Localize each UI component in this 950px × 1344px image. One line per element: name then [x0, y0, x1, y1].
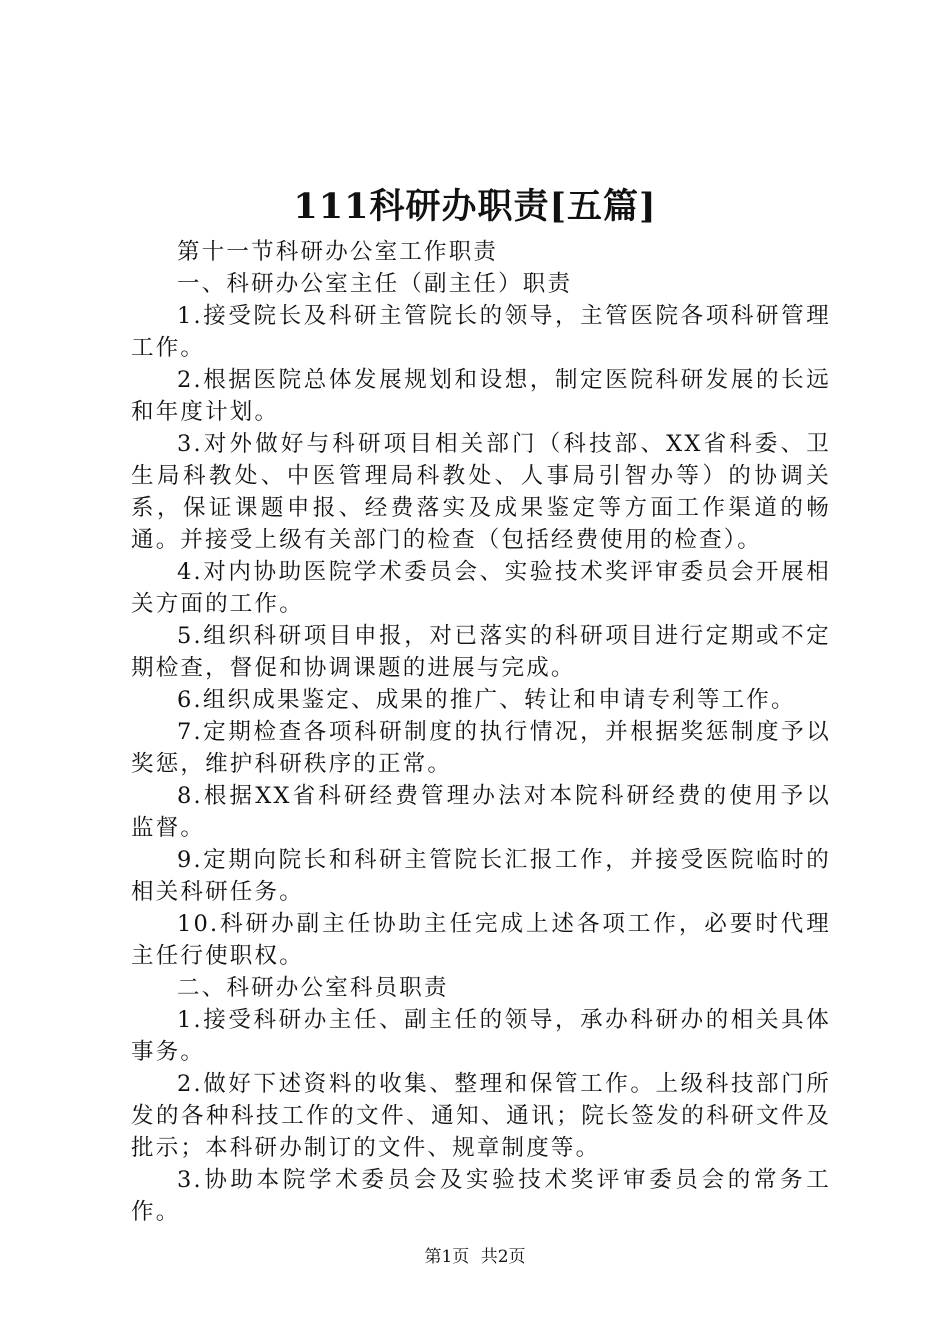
paragraph: 6.组织成果鉴定、成果的推广、转让和申请专利等工作。 [177, 687, 796, 713]
subsection-heading: 一、科研办公室主任（副主任）职责 [177, 271, 573, 297]
paragraph: 4.对内协助医院学术委员会、实验技术奖评审委员会开展相关方面的工作。 [131, 559, 831, 617]
paragraph: 5.组织科研项目申报，对已落实的科研项目进行定期或不定期检查，督促和协调课题的进展与完成。 [131, 623, 831, 681]
section-heading: 第十一节科研办公室工作职责 [177, 239, 499, 265]
paragraph: 3.对外做好与科研项目相关部门（科技部、XX省科委、卫生局科教处、中医管理局科教处、人事局引智办等）的协调关系，保证课题申报、经费落实及成果鉴定等方面工作渠道的畅通。并接受上级有关部门的检查（包括经费使用的检查）。 [131, 431, 831, 553]
paragraph: 1.接受院长及科研主管院长的领导，主管医院各项科研管理工作。 [131, 303, 831, 361]
page-number: 第1页 [424, 1247, 470, 1267]
paragraph: 10.科研办副主任协助主任完成上述各项工作，必要时代理主任行使职权。 [131, 911, 831, 969]
page-total: 共2页 [480, 1247, 526, 1267]
paragraph: 9.定期向院长和科研主管院长汇报工作，并接受医院临时的相关科研任务。 [131, 847, 831, 905]
paragraph: 1.接受科研办主任、副主任的领导，承办科研办的相关具体事务。 [131, 1007, 831, 1065]
paragraph: 2.根据医院总体发展规划和设想，制定医院科研发展的长远和年度计划。 [131, 367, 831, 425]
document-title: 111科研办职责[五篇] [293, 186, 657, 227]
paragraph: 8.根据XX省科研经费管理办法对本院科研经费的使用予以监督。 [131, 783, 831, 841]
page-footer [0, 1245, 950, 1269]
paragraph: 2.做好下述资料的收集、整理和保管工作。上级科技部门所发的各种科技工作的文件、通知、通讯；院长签发的科研文件及批示；本科研办制订的文件、规章制度等。 [131, 1071, 831, 1161]
paragraph: 7.定期检查各项科研制度的执行情况，并根据奖惩制度予以奖惩，维护科研秩序的正常。 [131, 719, 831, 777]
document-body [131, 236, 831, 1228]
subsection-heading: 二、科研办公室科员职责 [177, 975, 449, 1001]
paragraph: 3.协助本院学术委员会及实验技术奖评审委员会的常务工作。 [131, 1167, 831, 1225]
